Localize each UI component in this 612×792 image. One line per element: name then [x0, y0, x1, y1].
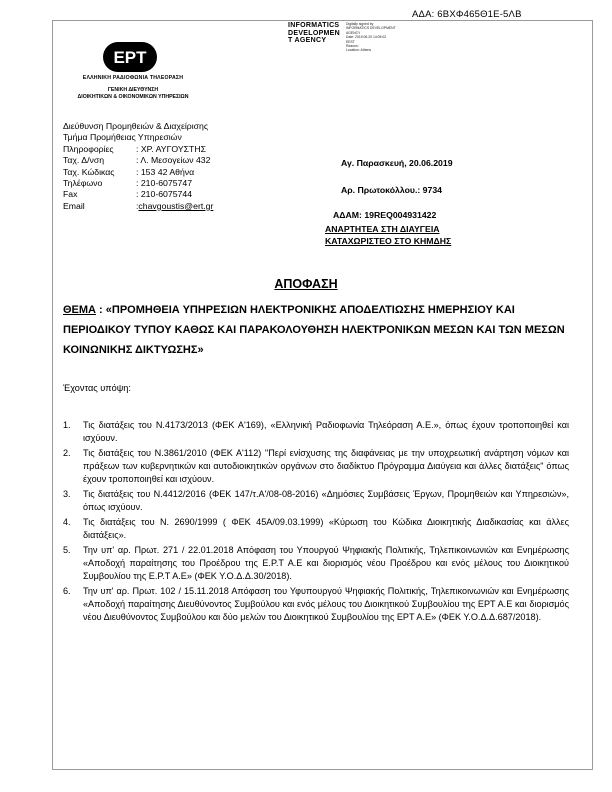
list-item [63, 419, 569, 445]
contact-block [63, 121, 213, 212]
contact-value: : 153 42 Αθήνα [136, 166, 195, 177]
protocol-number: Αρ. Πρωτοκόλλου.: 9734 [341, 185, 442, 195]
list-item-text: Τις διατάξεις του Ν.4173/2013 (ΦΕΚ Α'169), «Ελληνική Ραδιοφωνία Τηλεόραση Α.Ε.», όπως έχουν τροποποιηθεί και ισχύουν. [83, 420, 569, 443]
logo-text: EPT [113, 48, 147, 67]
list-item-number: 3. [63, 488, 71, 499]
contact-row [63, 167, 213, 178]
contact-label: Fax [63, 189, 78, 200]
contact-row [63, 144, 213, 155]
email-prefix: : [136, 200, 139, 211]
organization-name: ΕΛΛΗΝΙΚΗ ΡΑΔΙΟΦΩΝΙΑ ΤΗΛΕΟΡΑΣΗ [82, 75, 184, 81]
contact-label: Τηλέφωνο [63, 178, 103, 189]
list-item [63, 516, 569, 542]
document-title: ΑΠΟΦΑΣΗ [274, 277, 338, 291]
contact-row [63, 189, 213, 200]
list-item-number: 1. [63, 420, 71, 430]
list-item [63, 585, 569, 623]
publish-kimdis: ΚΑΤΑΧΩΡΙΣΤΕΟ ΣΤΟ ΚΗΜΔΗΣ [325, 236, 452, 246]
organization-header [58, 75, 208, 100]
organization-division: ΔΙΟΙΚΗΤΙΚΩΝ & ΟΙΚΟΝΟΜΙΚΩΝ ΥΠΗΡΕΣΙΩΝ [77, 93, 189, 100]
contact-label: Ταχ. Κώδικας [63, 166, 115, 177]
stamp-title-line: DEVELOPMEN [288, 29, 341, 37]
list-item-number: 6. [63, 586, 71, 597]
considerations-list [63, 419, 569, 626]
list-item-text: Την υπ' αρ. Πρωτ. 271 / 22.01.2018 Απόφαση του Υπουργού Ψηφιακής Πολιτικής, Τηλεπικοινωνιών και Ενημέρωσης «Αποδοχή παραίτησης του Προέδρου της Ε.Ρ.Τ Α.Ε και διορισμός νέου Προέδρου και ενός μέλους του Διοικητικού Συμβουλίου της Ε.Ρ.Τ Α.Ε» (ΦΕΚ Υ.Ο.Δ.Δ.30/2018). [83, 545, 569, 581]
list-item-text: Τις διατάξεις του Ν. 2690/1999 ( ΦΕΚ 45Α/09.03.1999) «Κύρωση του Κώδικα Διοικητικής Διαδικασίας και άλλες διατάξεις». [83, 517, 569, 540]
stamp-title-line: INFORMATICS [288, 22, 340, 29]
list-item [63, 488, 569, 514]
contact-value: : Λ. Μεσογείων 432 [136, 155, 211, 166]
stamp-detail-line: AGENCY [346, 30, 361, 35]
stamp-detail-line: Location: Athens [346, 48, 372, 53]
stamp-detail-line: INFORMATICS DEVELOPMENT [346, 26, 396, 31]
ert-logo [103, 42, 157, 72]
contact-value: : 210-6075744 [136, 189, 193, 200]
contact-label: Ταχ. Δ/νση [63, 155, 105, 166]
list-item [63, 447, 569, 485]
stamp-title-line: T AGENCY [288, 37, 327, 44]
stamp-detail-line: Date: 2019.06.20 14:05:02 [346, 35, 387, 40]
list-item-number: 2. [63, 448, 71, 459]
list-item-number: 4. [63, 517, 71, 528]
contact-row [63, 201, 213, 212]
contact-row [63, 178, 213, 189]
publish-diavgeia: ΑΝΑΡΤΗΤΕΑ ΣΤΗ ΔΙΑΥΓΕΙΑ [325, 224, 440, 234]
considerations-intro: Έχοντας υπόψη: [63, 383, 131, 393]
list-item-text: Τις διατάξεις του Ν.4412/2016 (ΦΕΚ 147/τ.Α'/08-08-2016) «Δημόσιες Συμβάσεις Έργων, Προμηθειών και Υπηρεσιών», όπως ισχύουν. [83, 488, 569, 512]
contact-label: Email [63, 200, 85, 211]
list-item-number: 5. [63, 545, 71, 556]
adam-code: ΑΔΑΜ: 19REQ004931422 [333, 210, 437, 220]
document-date: Αγ. Παρασκευή, 20.06.2019 [341, 158, 453, 168]
stamp-detail-line: EEST [346, 39, 355, 44]
stamp-detail-line: Reason: [346, 44, 359, 49]
contact-row [63, 155, 213, 166]
list-item [63, 544, 569, 582]
list-item-text: Τις διατάξεις του Ν.3861/2010 (ΦΕΚ Α'112) "Περί ενίσχυσης της διαφάνειας με την υποχρεωτική ανάρτηση νόμων και πράξεων των κυβερνητικών και αυτοδιοικητικών οργάνων στο διαδίκτυο Πρόγραμμα Διαύγεια και άλλες διατάξεις" όπως έχουν τροποποιηθεί και ισχύουν. [83, 448, 569, 484]
stamp-detail-line: Digitally signed by [346, 22, 374, 26]
subject-label: ΘΕΜΑ [63, 304, 96, 316]
contact-value: : 210-6075747 [136, 178, 193, 189]
ada-code: ΑΔΑ: 6ΒΧΦ465Θ1Ε-5ΛΒ [412, 9, 522, 20]
subject-text: : «ΠΡΟΜΗΘΕΙΑ ΥΠΗΡΕΣΙΩΝ ΗΛΕΚΤΡΟΝΙΚΗΣ ΑΠΟΔΕΛΤΙΩΣΗΣ ΗΜΕΡΗΣΙΟΥ ΚΑΙ ΠΕΡΙΟΔΙΚΟΥ ΤΥΠΟΥ ΚΑΘΩΣ ΚΑΙ ΠΑΡΑΚΟΛΟΥΘΗΣΗ ΗΛΕΚΤΡΟΝΙΚΩΝ ΜΕΣΩΝ ΚΑΙ ΤΩΝ ΜΕΣΩΝ ΚΟΙΝΩΝΙΚΗΣ ΔΙΚΤΥΩΣΗΣ» [63, 304, 565, 356]
digital-signature-stamp [288, 22, 418, 53]
directorate: Διεύθυνση Προμηθειών & Διαχείρισης [63, 121, 209, 131]
document-subject [63, 300, 568, 360]
contact-label: Πληροφορίες [63, 143, 114, 154]
organization-division: ΓΕΝΙΚΗ ΔΙΕΥΘΥΝΣΗ [107, 87, 159, 93]
list-item-text: Την υπ' αρ. Πρωτ. 102 / 15.11.2018 Απόφαση του Υφυπουργού Ψηφιακής Πολιτικής, Τηλεπικοινωνιών και Ενημέρωσης «Αποδοχή παραίτησης Διευθύνοντος Συμβούλου και ενός μέλους του Διοικητικού Συμβουλίου της ΕΡΤ Α.Ε και διορισμός νέου Διευθύνοντος Συμβούλου και δύο μελών του Διοικητικού Συμβουλίου της ΕΡΤ Α.Ε» (ΦΕΚ Υ.Ο.Δ.Δ.687/2018). [83, 586, 569, 622]
email-link[interactable]: chavgoustis@ert.gr [138, 200, 214, 211]
department: Τμήμα Προμήθειας Υπηρεσιών [63, 132, 182, 143]
contact-value: : ΧΡ. ΑΥΓΟΥΣΤΗΣ [136, 143, 206, 154]
